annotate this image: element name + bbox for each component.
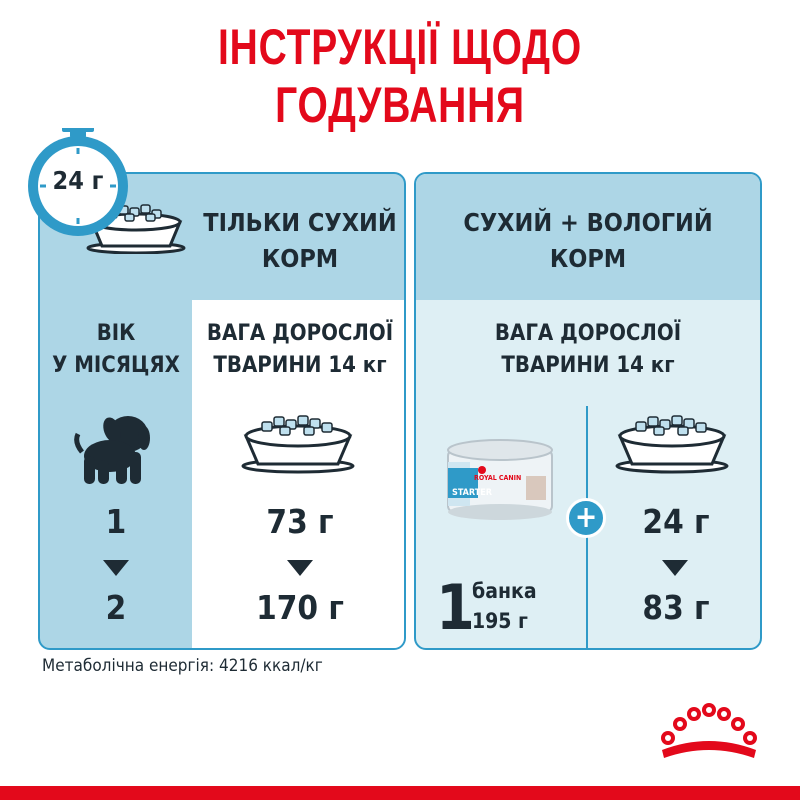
- food-bowl-icon: [240, 412, 356, 474]
- dry-plus-wet-header-line2: КОРМ: [549, 244, 627, 273]
- plus-icon: +: [566, 498, 606, 538]
- bottom-brand-bar: [0, 786, 800, 800]
- weight-label-line2: ТВАРИНИ 14 кг: [213, 353, 387, 378]
- age-label-line1: ВІК: [96, 321, 136, 346]
- dry-plus-wet-header-line1: СУХИЙ + ВОЛОГИЙ: [463, 208, 713, 237]
- dry-plus-wet-from: 24 г: [642, 502, 710, 541]
- dry-only-to: 170 г: [256, 588, 344, 627]
- can-product: STARTER: [452, 488, 493, 498]
- arrow-down-icon: [287, 560, 313, 576]
- age-label-line2: У МІСЯЦЯХ: [52, 353, 180, 378]
- page-title: ІНСТРУКЦІЇ ЩОДО ГОДУВАННЯ: [218, 19, 582, 133]
- weight-label-line1: ВАГА ДОРОСЛОЇ: [494, 321, 682, 346]
- arrow-down-icon: [103, 560, 129, 576]
- weight-label-line2: ТВАРИНИ 14 кг: [501, 353, 675, 378]
- can-weight: 195 г: [472, 609, 528, 633]
- food-bowl-icon: [614, 412, 730, 474]
- can-brand: ROYAL CANIN: [474, 474, 522, 482]
- arrow-down-icon: [662, 560, 688, 576]
- weight-label-line1: ВАГА ДОРОСЛОЇ: [206, 321, 394, 346]
- age-from: 1: [105, 502, 127, 541]
- can-count: 1: [436, 571, 475, 644]
- wet-food-can-icon: [444, 436, 556, 520]
- metabolic-energy-note: Метаболічна енергія: 4216 ккал/кг: [42, 656, 323, 676]
- dry-plus-wet-to: 83 г: [642, 588, 710, 627]
- dry-only-from: 73 г: [266, 502, 334, 541]
- puppy-icon: [72, 412, 154, 486]
- royal-canin-crown-logo: [656, 702, 762, 766]
- age-to: 2: [105, 588, 127, 627]
- dry-plus-wet-panel: [414, 172, 762, 650]
- dry-only-header-line1: ТІЛЬКИ СУХИЙ: [203, 208, 397, 237]
- can-unit: банка: [472, 579, 537, 603]
- dry-only-header-line2: КОРМ: [261, 244, 339, 273]
- dry-only-panel: [38, 172, 406, 650]
- portion-badge: 24 г: [52, 166, 104, 195]
